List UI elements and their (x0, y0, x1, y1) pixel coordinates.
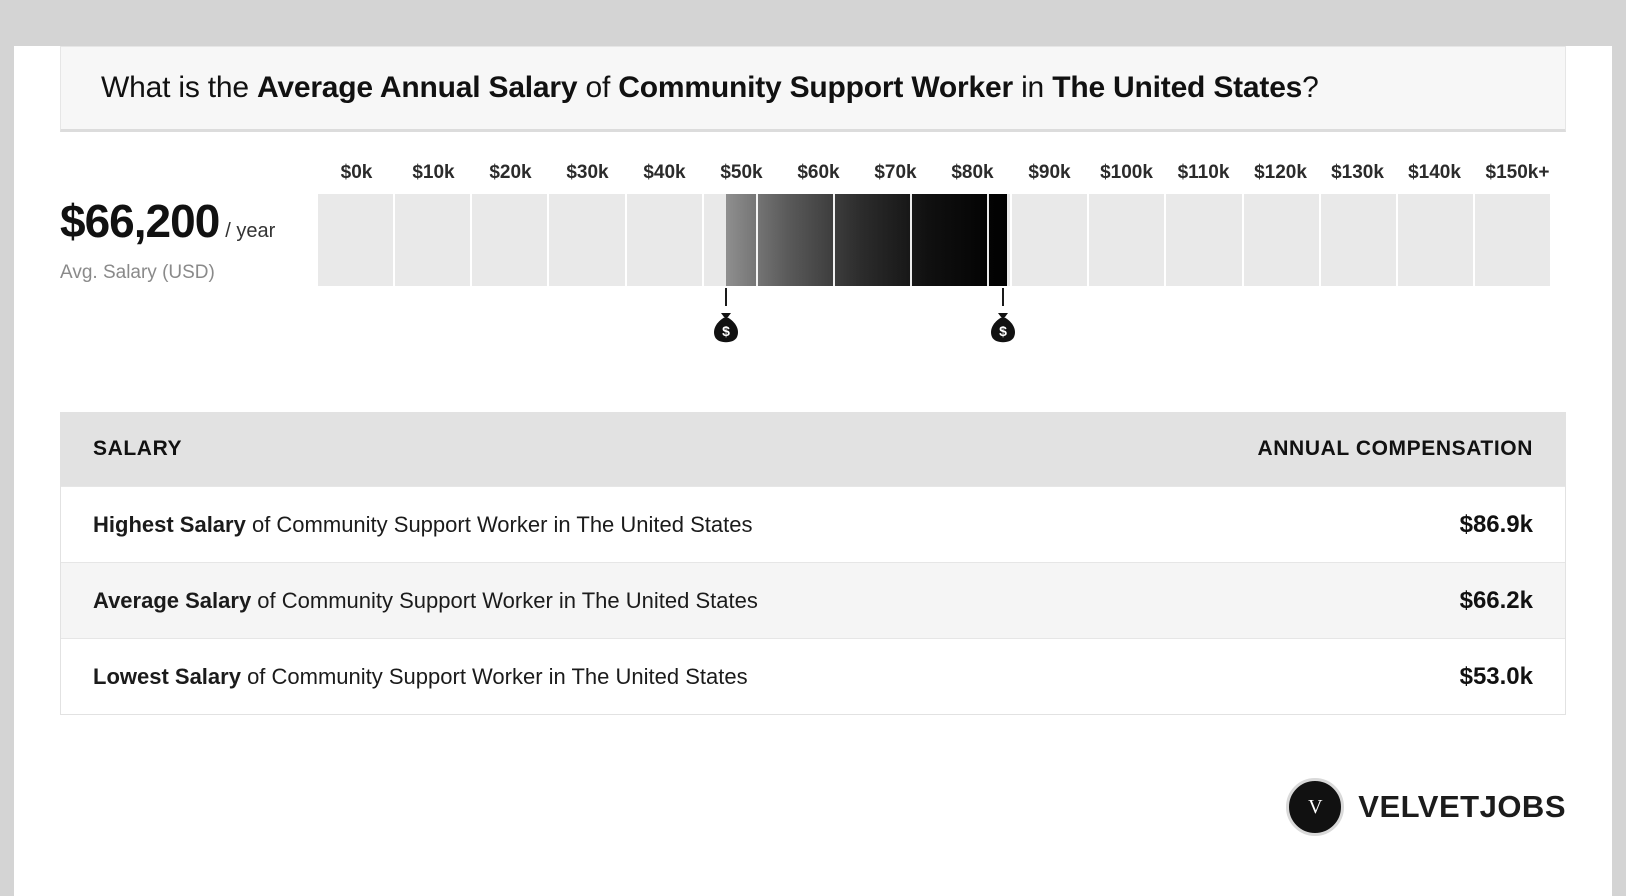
salary-gauge (60, 156, 1566, 386)
average-salary-unit: / year (225, 220, 276, 242)
money-bag-icon (706, 308, 746, 348)
row-label-rest: of Community Support Worker in The United States (245, 511, 753, 537)
salary-bin (1012, 194, 1089, 286)
table-row (61, 638, 1565, 714)
brand-footer (1286, 778, 1566, 836)
row-label-emphasis: Lowest Salary (93, 663, 241, 689)
axis-tick: $40k (643, 162, 686, 183)
brand-name: VELVETJOBS (1358, 789, 1566, 824)
svg-text:$: $ (722, 323, 730, 339)
question-suffix: ? (1302, 71, 1319, 104)
bin-divider (833, 194, 835, 286)
row-label-rest: of Community Support Worker in The United States (251, 587, 758, 613)
question-mid-1: of (577, 71, 619, 104)
axis-tick: $30k (566, 162, 609, 183)
salary-bin (549, 194, 626, 286)
row-label (93, 512, 1373, 538)
axis-tick: $80k (951, 162, 994, 183)
row-label-emphasis: Highest Salary (93, 511, 246, 537)
salary-bin (627, 194, 704, 286)
row-label-emphasis: Average Salary (93, 587, 252, 613)
salary-bin (1398, 194, 1475, 286)
axis-tick: $140k (1408, 162, 1461, 183)
row-label (93, 664, 1373, 690)
table-row (61, 562, 1565, 638)
marker-stem (1002, 288, 1004, 306)
question-mid-2: in (1012, 71, 1053, 104)
salary-bin (1244, 194, 1321, 286)
question-banner (60, 46, 1566, 132)
axis-tick: $20k (489, 162, 532, 183)
axis-tick: $130k (1331, 162, 1384, 183)
question-bold-location: The United States (1052, 71, 1303, 104)
money-bag-icon (983, 308, 1023, 348)
average-salary-value: $66,200 (60, 195, 220, 247)
axis-tick: $60k (797, 162, 840, 183)
svg-text:$: $ (999, 323, 1007, 339)
salary-bin (1089, 194, 1166, 286)
salary-bin (472, 194, 549, 286)
bin-divider (756, 194, 758, 286)
axis-tick: $50k (720, 162, 763, 183)
axis-tick: $100k (1100, 162, 1153, 183)
column-header-salary: SALARY (93, 437, 183, 460)
salary-bin (1475, 194, 1550, 286)
salary-table (60, 412, 1566, 715)
question-bold-salary: Average Annual Salary (257, 71, 578, 104)
high-salary-marker (980, 288, 1026, 348)
table-header-row (61, 412, 1565, 486)
row-value: $66.2k (1459, 586, 1533, 614)
salary-infographic-card (14, 46, 1612, 896)
question-bold-role: Community Support Worker (618, 71, 1013, 104)
row-value: $53.0k (1459, 662, 1533, 690)
axis-tick: $110k (1177, 162, 1230, 183)
row-label (93, 588, 1373, 614)
question-title (101, 71, 1319, 105)
question-prefix: What is the (101, 71, 257, 104)
axis-tick: $90k (1028, 162, 1071, 183)
salary-range-highlight (726, 194, 1007, 286)
row-value: $86.9k (1459, 510, 1533, 538)
salary-bin (1321, 194, 1398, 286)
average-salary-caption: Avg. Salary (USD) (60, 262, 215, 283)
column-header-compensation: ANNUAL COMPENSATION (1257, 437, 1533, 460)
axis-tick: $150k+ (1485, 162, 1550, 183)
axis-tick: $70k (874, 162, 917, 183)
salary-bin (395, 194, 472, 286)
axis-tick-labels (318, 156, 1550, 190)
marker-stem (725, 288, 727, 306)
table-row (61, 486, 1565, 562)
low-salary-marker (703, 288, 749, 348)
bin-divider (987, 194, 989, 286)
salary-bin (318, 194, 395, 286)
average-salary-summary (60, 194, 304, 284)
bin-divider (910, 194, 912, 286)
velvetjobs-logo-icon: V (1286, 778, 1344, 836)
axis-tick: $0k (340, 162, 373, 183)
axis-tick: $120k (1254, 162, 1307, 183)
axis-tick: $10k (412, 162, 455, 183)
row-label-rest: of Community Support Worker in The United States (240, 663, 748, 689)
salary-bin (1166, 194, 1243, 286)
